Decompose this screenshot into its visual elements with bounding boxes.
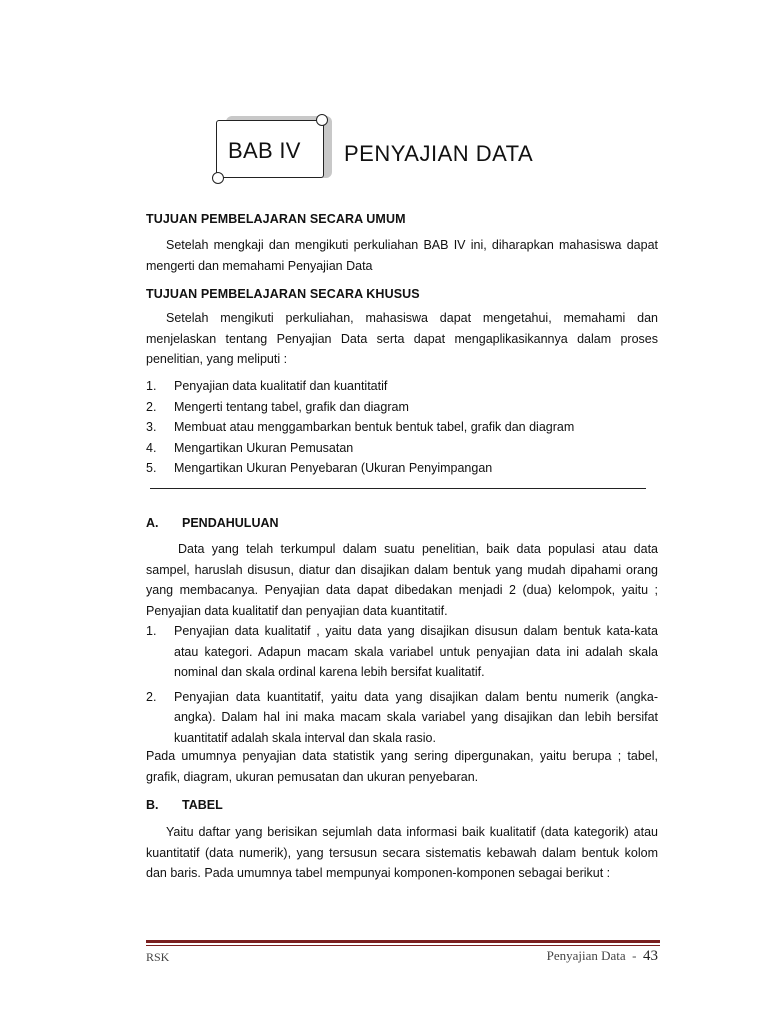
list-item <box>146 621 658 683</box>
section-a-intro <box>146 539 658 621</box>
list-item <box>146 458 658 479</box>
scroll-curl-bottom-icon <box>212 172 224 184</box>
footer-title: Penyajian Data <box>546 948 626 963</box>
page-number: 43 <box>643 948 658 964</box>
list-item <box>146 438 658 459</box>
chapter-scroll-banner <box>212 108 338 190</box>
section-b-paragraph: Yaitu daftar yang berisikan sejumlah data informasi baik kualitatif (data kategorik) atau kuantitatif (data numerik), yang tersusun secara sistematis kebawah dalam bentuk kolom dan baris. Pada umumnya tabel mempunyai komponen-komponen sebagai berikut : <box>146 825 658 880</box>
section-a-closing <box>146 746 658 787</box>
list-number: 4. <box>146 440 157 455</box>
section-b-letter: B. <box>146 798 159 812</box>
chapter-title: PENYAJIAN DATA <box>344 141 534 166</box>
list-number: 1. <box>146 624 157 638</box>
footer-author: RSK <box>146 950 170 964</box>
list-text: Membuat atau menggambarkan bentuk bentuk tabel, grafik dan diagram <box>174 420 575 434</box>
list-number: 5. <box>146 461 157 475</box>
list-text: Mengartikan Ukuran Pemusatan <box>174 440 354 455</box>
section-a-heading <box>146 516 279 530</box>
list-item <box>146 397 658 418</box>
section-b-title: TABEL <box>182 798 223 812</box>
list-number: 2. <box>146 689 157 704</box>
section-b-text <box>146 822 658 884</box>
specific-objective-heading: TUJUAN PEMBELAJARAN SECARA KHUSUS <box>146 287 420 301</box>
list-item <box>146 376 658 397</box>
list-text: Penyajian data kualitatif , yaitu data yang disajikan disusun dalam bentuk kata-kata atau kategori. Adapun macam skala variabel untuk penyajian data ini adalah skala nominal dan skala ordinal karena lebih bersifat kualitatif. <box>174 624 658 679</box>
general-objective-heading: TUJUAN PEMBELAJARAN SECARA UMUM <box>146 212 406 226</box>
chapter-number: BAB IV <box>228 138 301 163</box>
horizontal-divider <box>150 488 646 489</box>
list-text: Mengerti tentang tabel, grafik dan diagram <box>174 399 409 414</box>
scroll-curl-top-icon <box>316 114 328 126</box>
list-text: Penyajian data kuantitatif, yaitu data yang disajikan dalam bentu numerik (angka-angka). Dalam hal ini maka macam skala variabel yang disajikan dan lebih bersifat kuantitatif adalah skala interval dan skala rasio. <box>174 689 658 745</box>
list-text: Penyajian data kualitatif dan kuantitatif <box>174 379 388 393</box>
section-a-intro-paragraph: Data yang telah terkumpul dalam suatu penelitian, baik data populasi atau data sampel, haruslah disusun, diatur dan disajikan dalam bentuk yang mudah dipahami orang yang membacanya. Penyajian data dapat dibedakan menjadi 2 (dua) kelompok, yaitu ; Penyajian data kualitatif dan penyajian data kuantitatif. <box>146 542 658 618</box>
footer-rule-thick <box>146 940 660 943</box>
section-a-title: PENDAHULUAN <box>182 516 279 530</box>
list-number: 2. <box>146 399 157 414</box>
list-text: Mengartikan Ukuran Penyebaran (Ukuran Penyimpangan <box>174 461 493 475</box>
list-number: 3. <box>146 420 157 434</box>
section-a-list <box>146 621 658 748</box>
general-objective-text <box>146 235 658 276</box>
list-number: 1. <box>146 379 157 393</box>
list-item <box>146 417 658 438</box>
footer-page-info <box>547 948 658 965</box>
specific-objective-paragraph: Setelah mengikuti perkuliahan, mahasiswa dapat mengetahui, memahami dan menjelaskan tentang Penyajian Data serta dapat mengaplikasikannya dalam proses penelitian, yang meliputi : <box>146 311 658 366</box>
section-a-closing-paragraph: Pada umumnya penyajian data statistik yang sering dipergunakan, yaitu berupa ; tabel, grafik, diagram, ukuran pemusatan dan ukuran penyebaran. <box>146 749 658 784</box>
general-objective-paragraph: Setelah mengkaji dan mengikuti perkuliahan BAB IV ini, diharapkan mahasiswa dapat mengerti dan memahami Penyajian Data <box>146 238 658 273</box>
footer-separator: - <box>632 948 637 963</box>
objective-list <box>146 376 658 479</box>
section-b-heading <box>146 798 223 812</box>
section-a-letter: A. <box>146 516 159 530</box>
specific-objective-text <box>146 308 658 370</box>
footer-rule-thin <box>146 945 660 946</box>
list-item <box>146 687 658 749</box>
